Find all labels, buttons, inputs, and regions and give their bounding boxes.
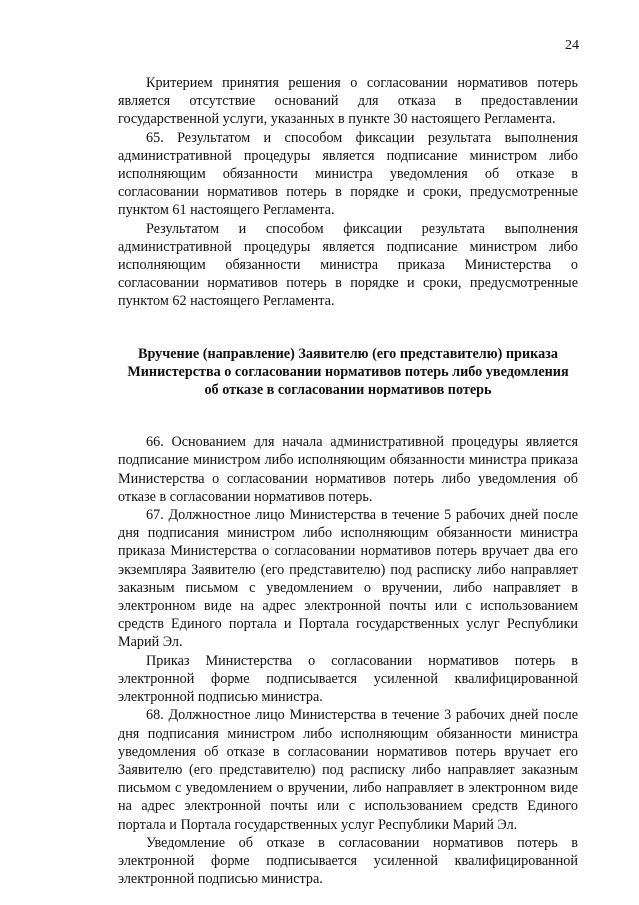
section-heading-line: Вручение (направление) Заявителю (его представителю) приказа xyxy=(138,345,558,362)
paragraph-criterion: Критерием принятия решения о согласовании нормативов потерь является отсутствие оснований для отказа в предоставлении государственной услуги, указанных в пункте 30 настоящего Регламента. xyxy=(118,75,578,128)
page-number: 24 xyxy=(565,38,579,53)
paragraph-68: 68. Должностное лицо Министерства в течение 3 рабочих дней после дня подписания министром либо исполняющим обязанности министра уведомления об отказе в согласовании нормативов потерь вручает его Заявителю (его представителю) под расписку либо направляет заказным письмом с уведомлением о вручении, либо направляет в электронном виде на адрес электронной почты или с использованием средств Единого портала и Портала государственных услуг Республики Марий Эл. xyxy=(118,707,578,833)
section-heading xyxy=(118,345,578,400)
paragraph-66: 66. Основанием для начала административной процедуры является подписание министром либо исполняющим обязанности министра приказа Министерства о согласовании нормативов потерь либо уведомления об отказе в согласовании нормативов потерь. xyxy=(118,434,578,505)
section-heading-line: об отказе в согласовании нормативов потерь xyxy=(204,382,492,399)
paragraph-68-notice-signature: Уведомление об отказе в согласовании нормативов потерь в электронной форме подписывается усиленной квалифицированной электронной подписью министра. xyxy=(118,834,578,888)
paragraph-65-result: Результатом и способом фиксации результата выполнения административной процедуры является подписание министром либо исполняющим обязанности министра приказа Министерства о согласовании нормативов потерь в порядке и сроки, предусмотренные пунктом 62 настоящего Регламента. xyxy=(118,220,578,310)
paragraph-67-order-signature: Приказ Министерства о согласовании нормативов потерь в электронной форме подписывается усиленной квалифицированной электронной подписью министра. xyxy=(118,652,578,706)
paragraph-65: 65. Результатом и способом фиксации результата выполнения административной процедуры является подписание министром либо исполняющим обязанности министра уведомления об отказе в согласовании нормативов потерь в порядке и сроки, предусмотренные пунктом 61 настоящего Регламента. xyxy=(118,129,578,219)
paragraph-67: 67. Должностное лицо Министерства в течение 5 рабочих дней после дня подписания министром либо исполняющим обязанности министра приказа Министерства о согласовании нормативов потерь вручает два его экземпляра Заявителю (его представителю) под расписку либо направляет заказным письмом с уведомлением о вручении, либо направляет в электронном виде на адрес электронной почты или с использованием средств Единого портала и Портала государственных услуг Республики Марий Эл. xyxy=(118,507,578,651)
document-body xyxy=(118,74,578,888)
section-heading-line: Министерства о согласовании нормативов потерь либо уведомления xyxy=(127,363,569,380)
